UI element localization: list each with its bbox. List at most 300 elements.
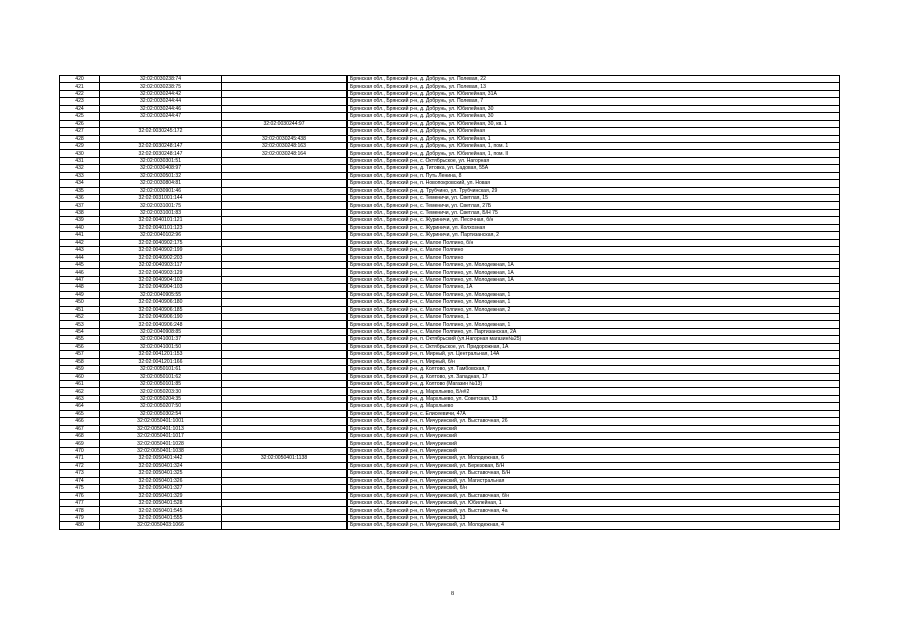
table-row	[60, 83, 840, 90]
row-number-cell: 446	[60, 269, 100, 276]
cadastral-number-cell: 32:02:0050401:1001	[100, 418, 222, 425]
table-row	[60, 90, 840, 97]
table-row	[60, 247, 840, 254]
table-row	[60, 514, 840, 521]
row-number-cell: 459	[60, 366, 100, 373]
address-cell: Брянская обл., Брянский р-н, с. Октябрьское, ул. Нагорная	[348, 157, 840, 164]
cadastral-number-cell: 32:02:0050401:528	[100, 499, 222, 506]
row-number-cell: 480	[60, 522, 100, 529]
cadastral-number-cell: 32:02:0050401:555	[100, 514, 222, 521]
address-cell: Брянская обл., Брянский р-н, д. Добрунь, ул. Юбилейная, 1, пом. II	[348, 150, 840, 157]
row-number-cell: 448	[60, 284, 100, 291]
address-cell: Брянская обл., Брянский р-н, с. Малое Полпино, ул. Молодежная, 1	[348, 299, 840, 306]
table-row	[60, 120, 840, 127]
table-row	[60, 425, 840, 432]
address-cell: Брянская обл., Брянский р-н, с. Малое Полпино, ул. Молодежная, 1А	[348, 276, 840, 283]
cadastral-number-cell: 32:02:0040906:180	[100, 299, 222, 306]
linked-cadastral-number-cell	[222, 418, 347, 425]
table-row	[60, 150, 840, 157]
linked-cadastral-number-cell	[222, 299, 347, 306]
linked-cadastral-number-cell	[222, 507, 347, 514]
address-cell: Брянская обл., Брянский р-н, д. Добрунь, ул. Юбилейная, 30	[348, 113, 840, 120]
linked-cadastral-number-cell: 32:02:0030248:163	[222, 142, 347, 149]
address-cell: Брянская обл., Брянский р-н, д. Трубчино, ул. Трубчинская, 29	[348, 187, 840, 194]
row-number-cell: 442	[60, 239, 100, 246]
address-cell: Брянская обл., Брянский р-н, с. Малое Полпино, ул. Молодежная, 1А	[348, 269, 840, 276]
page-number: 8	[451, 591, 454, 597]
row-number-cell: 443	[60, 247, 100, 254]
cadastral-number-cell: 32:02:0030244:46	[100, 105, 222, 112]
address-cell: Брянская обл., Брянский р-н, п. Мичуринский, ул. Молодежная, 6	[348, 455, 840, 462]
linked-cadastral-number-cell	[222, 195, 347, 202]
linked-cadastral-number-cell	[222, 209, 347, 216]
linked-cadastral-number-cell	[222, 425, 347, 432]
address-cell: Брянская обл., Брянский р-н, с. Малое Полпино, ул. Молодежная, 1А	[348, 261, 840, 268]
row-number-cell: 441	[60, 232, 100, 239]
linked-cadastral-number-cell	[222, 351, 347, 358]
address-cell: Брянская обл., Брянский р-н, с. Журиничи, ул. Песочная, б/н	[348, 217, 840, 224]
linked-cadastral-number-cell	[222, 343, 347, 350]
linked-cadastral-number-cell	[222, 113, 347, 120]
row-number-cell: 472	[60, 462, 100, 469]
row-number-cell: 473	[60, 470, 100, 477]
linked-cadastral-number-cell	[222, 477, 347, 484]
table-row	[60, 410, 840, 417]
row-number-cell: 447	[60, 276, 100, 283]
cadastral-number-cell: 32:02:0040904:102	[100, 276, 222, 283]
address-cell: Брянская обл., Брянский р-н, д. Добрунь, ул. Полевая, 7	[348, 98, 840, 105]
table-row	[60, 180, 840, 187]
cadastral-number-cell: 32:02:0040906:248	[100, 321, 222, 328]
table-row	[60, 366, 840, 373]
row-number-cell: 475	[60, 485, 100, 492]
linked-cadastral-number-cell	[222, 83, 347, 90]
cadastral-number-cell: 32:02:0041201:166	[100, 358, 222, 365]
table-row	[60, 202, 840, 209]
cadastral-number-cell: 32:02:0030248:147	[100, 150, 222, 157]
cadastral-number-cell	[100, 120, 222, 127]
table-row	[60, 418, 840, 425]
row-number-cell: 440	[60, 224, 100, 231]
cadastral-number-cell: 32:02:0041001:37	[100, 336, 222, 343]
cadastral-number-cell: 32:02:0040903:117	[100, 261, 222, 268]
cadastral-number-cell: 32:02:0050401:442	[100, 455, 222, 462]
table-row	[60, 217, 840, 224]
row-number-cell: 433	[60, 172, 100, 179]
address-cell: Брянская обл., Брянский р-н, п. Мичуринский	[348, 425, 840, 432]
table-row	[60, 433, 840, 440]
table-row	[60, 395, 840, 402]
linked-cadastral-number-cell	[222, 232, 347, 239]
address-cell: Брянская обл., Брянский р-н, д. Добрунь, ул. Юбилейная, 1, пом. 1	[348, 142, 840, 149]
linked-cadastral-number-cell	[222, 470, 347, 477]
linked-cadastral-number-cell	[222, 284, 347, 291]
linked-cadastral-number-cell	[222, 380, 347, 387]
cadastral-number-cell: 32:02:0030301:51	[100, 157, 222, 164]
linked-cadastral-number-cell	[222, 403, 347, 410]
cadastral-number-cell: 32:02:0050302:54	[100, 410, 222, 417]
row-number-cell: 456	[60, 343, 100, 350]
linked-cadastral-number-cell	[222, 291, 347, 298]
row-number-cell: 465	[60, 410, 100, 417]
row-number-cell: 464	[60, 403, 100, 410]
table-row	[60, 276, 840, 283]
table-row	[60, 105, 840, 112]
table-row	[60, 261, 840, 268]
row-number-cell: 422	[60, 90, 100, 97]
row-number-cell: 476	[60, 492, 100, 499]
address-cell: Брянская обл., Брянский р-н, с. Малое Полпино, 1	[348, 314, 840, 321]
linked-cadastral-number-cell	[222, 254, 347, 261]
address-cell: Брянская обл., Брянский р-н, д. Мархлыево, Б/н#2	[348, 388, 840, 395]
row-number-cell: 436	[60, 195, 100, 202]
address-cell: Брянская обл., Брянский р-н, д. Колтово, ул. Тамбовская, 7	[348, 366, 840, 373]
row-number-cell: 457	[60, 351, 100, 358]
cadastral-number-cell: 32:02:0030244:44	[100, 98, 222, 105]
row-number-cell: 460	[60, 373, 100, 380]
address-cell: Брянская обл., Брянский р-н, д. Добрунь, ул. Юбилейная, 1	[348, 135, 840, 142]
address-cell: Брянская обл., Брянский р-н, с. Малое Полпино, ул. Молодежная, 1	[348, 291, 840, 298]
cadastral-number-cell: 32:02:0050401:324	[100, 462, 222, 469]
table-row	[60, 299, 840, 306]
row-number-cell: 437	[60, 202, 100, 209]
address-cell: Брянская обл., Брянский р-н, с. Малое Полпино	[348, 247, 840, 254]
cadastral-number-cell: 32:02:0040904:103	[100, 284, 222, 291]
row-number-cell: 477	[60, 499, 100, 506]
row-number-cell: 430	[60, 150, 100, 157]
address-cell: Брянская обл., Брянский р-н, д. Добрунь, ул. Полевая, 13	[348, 83, 840, 90]
row-number-cell: 453	[60, 321, 100, 328]
cadastral-number-cell: 32:02:0030248:147	[100, 142, 222, 149]
table-row	[60, 232, 840, 239]
row-number-cell: 445	[60, 261, 100, 268]
address-cell: Брянская обл., Брянский р-н, п. Путь Ленина, 8	[348, 172, 840, 179]
row-number-cell: 426	[60, 120, 100, 127]
address-cell: Брянская обл., Брянский р-н, п. Мичуринский, 13	[348, 514, 840, 521]
table-row	[60, 135, 840, 142]
row-number-cell: 470	[60, 447, 100, 454]
linked-cadastral-number-cell	[222, 366, 347, 373]
linked-cadastral-number-cell	[222, 217, 347, 224]
cadastral-number-cell: 32:02:0040102:96	[100, 232, 222, 239]
linked-cadastral-number-cell	[222, 269, 347, 276]
address-cell: Брянская обл., Брянский р-н, п. Мичуринский, ул. Выставочная, 4а	[348, 507, 840, 514]
address-cell: Брянская обл., Брянский р-н, д. Добрунь, ул. Юбилейная	[348, 128, 840, 135]
cadastral-number-cell: 32:02:0050204:35	[100, 395, 222, 402]
cadastral-number-cell: 32:02:0040908:85	[100, 328, 222, 335]
table-row	[60, 358, 840, 365]
linked-cadastral-number-cell	[222, 105, 347, 112]
row-number-cell: 478	[60, 507, 100, 514]
cadastral-number-cell: 32:02:0050101:85	[100, 380, 222, 387]
cadastral-number-cell: 32:02:0040906:190	[100, 314, 222, 321]
table-row	[60, 142, 840, 149]
table-row	[60, 343, 840, 350]
cadastral-number-cell: 32:02:0030238:74	[100, 76, 222, 83]
address-cell: Брянская обл., Брянский р-н, с. Теменичи, ул. Светлая, 15	[348, 195, 840, 202]
address-cell: Брянская обл., Брянский р-н, п. Мичуринский, ул. Молодежная, 4	[348, 522, 840, 529]
linked-cadastral-number-cell	[222, 395, 347, 402]
linked-cadastral-number-cell	[222, 492, 347, 499]
linked-cadastral-number-cell	[222, 276, 347, 283]
table-row	[60, 269, 840, 276]
row-number-cell: 435	[60, 187, 100, 194]
cadastral-number-cell: 32:02:0040902:175	[100, 239, 222, 246]
row-number-cell: 462	[60, 388, 100, 395]
cadastral-number-cell: 32:02:0040902:203	[100, 254, 222, 261]
table-row	[60, 284, 840, 291]
table-row	[60, 522, 840, 529]
cadastral-number-cell: 32:02:0050401:1038	[100, 447, 222, 454]
table-row	[60, 440, 840, 447]
address-cell: Брянская обл., Брянский р-н, д. Титовка, ул. Садовая, 55А	[348, 165, 840, 172]
table-row	[60, 98, 840, 105]
cadastral-number-cell: 32:02:0040902:199	[100, 247, 222, 254]
linked-cadastral-number-cell	[222, 224, 347, 231]
row-number-cell: 420	[60, 76, 100, 83]
address-cell: Брянская обл., Брянский р-н, п. Мичуринский	[348, 433, 840, 440]
linked-cadastral-number-cell	[222, 388, 347, 395]
table-row	[60, 455, 840, 462]
linked-cadastral-number-cell	[222, 514, 347, 521]
table-row	[60, 388, 840, 395]
linked-cadastral-number-cell	[222, 462, 347, 469]
table-row	[60, 239, 840, 246]
row-number-cell: 452	[60, 314, 100, 321]
table-row	[60, 224, 840, 231]
row-number-cell: 421	[60, 83, 100, 90]
address-cell: Брянская обл., Брянский р-н, п. Мичуринский, ул. Березовая, Б/Н	[348, 462, 840, 469]
row-number-cell: 429	[60, 142, 100, 149]
address-cell: Брянская обл., Брянский р-н, с. Малое Полпино, ул. Молодежная, 2	[348, 306, 840, 313]
table-row	[60, 477, 840, 484]
table-row	[60, 76, 840, 83]
table-row	[60, 328, 840, 335]
row-number-cell: 469	[60, 440, 100, 447]
row-number-cell: 431	[60, 157, 100, 164]
cadastral-number-cell	[100, 135, 222, 142]
row-number-cell: 467	[60, 425, 100, 432]
cadastral-number-cell: 32:02:0040903:129	[100, 269, 222, 276]
linked-cadastral-number-cell	[222, 485, 347, 492]
cadastral-number-cell: 32:02:0030238:75	[100, 83, 222, 90]
cadastral-number-cell: 32:02:0030804:81	[100, 180, 222, 187]
cadastral-number-cell: 32:02:0050101:61	[100, 366, 222, 373]
address-cell: Брянская обл., Брянский р-н, с. Журиничи, ул. Партизанская, 2	[348, 232, 840, 239]
table-row	[60, 321, 840, 328]
cadastral-number-cell: 32:02:0040101:123	[100, 224, 222, 231]
table-row	[60, 209, 840, 216]
address-cell: Брянская обл., Брянский р-н, п. Октябрьский (ул.Нагорная магазин№25)	[348, 336, 840, 343]
linked-cadastral-number-cell	[222, 172, 347, 179]
row-number-cell: 451	[60, 306, 100, 313]
cadastral-number-cell: 32:02:0031001:83	[100, 209, 222, 216]
address-cell: Брянская обл., Брянский р-н, п. Мичуринский, ул. Выставочная, Б/Н	[348, 470, 840, 477]
table-row	[60, 507, 840, 514]
cadastral-number-cell: 32:02:0050401:326	[100, 477, 222, 484]
table-row	[60, 492, 840, 499]
linked-cadastral-number-cell	[222, 522, 347, 529]
linked-cadastral-number-cell: 32:02:0030248:164	[222, 150, 347, 157]
address-cell: Брянская обл., Брянский р-н, д. Добрунь, ул. Юбилейная, 30, кв. 1	[348, 120, 840, 127]
address-cell: Брянская обл., Брянский р-н, п. Мичуринский	[348, 440, 840, 447]
cadastral-number-cell: 32:02:0050401:1028	[100, 440, 222, 447]
row-number-cell: 450	[60, 299, 100, 306]
address-cell: Брянская обл., Брянский р-н, п. Мичуринский, ул. Магистральная	[348, 477, 840, 484]
row-number-cell: 479	[60, 514, 100, 521]
address-cell: Брянская обл., Брянский р-н, п. Мичуринский, б/н	[348, 485, 840, 492]
table-row	[60, 499, 840, 506]
cadastral-number-cell: 32:02:0030244:47	[100, 113, 222, 120]
row-number-cell: 454	[60, 328, 100, 335]
address-cell: Брянская обл., Брянский р-н, д. Добрунь, ул. Юбилейная, 30	[348, 105, 840, 112]
address-cell: Брянская обл., Брянский р-н, п. Мичуринский	[348, 447, 840, 454]
cadastral-number-cell: 32:02:0050403:1066	[100, 522, 222, 529]
address-cell: Брянская обл., Брянский р-н, д. Добрунь, ул. Юбилейная, 31А	[348, 90, 840, 97]
table-row	[60, 470, 840, 477]
linked-cadastral-number-cell	[222, 328, 347, 335]
linked-cadastral-number-cell	[222, 306, 347, 313]
cadastral-number-cell: 32:02:0050401:1013	[100, 425, 222, 432]
row-number-cell: 432	[60, 165, 100, 172]
address-cell: Брянская обл., Брянский р-н, п. Мирный, б/н	[348, 358, 840, 365]
linked-cadastral-number-cell	[222, 202, 347, 209]
address-cell: Брянская обл., Брянский р-н, с. Малое Полпино	[348, 254, 840, 261]
linked-cadastral-number-cell	[222, 187, 347, 194]
row-number-cell: 461	[60, 380, 100, 387]
cadastral-number-cell: 32:02:0030408:97	[100, 165, 222, 172]
table-row	[60, 447, 840, 454]
row-number-cell: 439	[60, 217, 100, 224]
table-row	[60, 165, 840, 172]
linked-cadastral-number-cell: 32:02:0030245:438	[222, 135, 347, 142]
cadastral-number-cell: 32:02:0041001:50	[100, 343, 222, 350]
table-row	[60, 187, 840, 194]
cadastral-number-cell: 32:02:0050401:329	[100, 492, 222, 499]
table-row	[60, 403, 840, 410]
cadastral-number-cell: 32:02:0030501:32	[100, 172, 222, 179]
cadastral-number-cell: 32:02:0040906:185	[100, 306, 222, 313]
linked-cadastral-number-cell	[222, 239, 347, 246]
row-number-cell: 455	[60, 336, 100, 343]
table-row	[60, 113, 840, 120]
linked-cadastral-number-cell: 32:02:0030244:97	[222, 120, 347, 127]
row-number-cell: 468	[60, 433, 100, 440]
address-cell: Брянская обл., Брянский р-н, с. Елисеевичи, 47А	[348, 410, 840, 417]
linked-cadastral-number-cell	[222, 447, 347, 454]
linked-cadastral-number-cell	[222, 314, 347, 321]
linked-cadastral-number-cell	[222, 433, 347, 440]
register-table	[59, 75, 840, 530]
cadastral-number-cell: 32:02:0050401:545	[100, 507, 222, 514]
linked-cadastral-number-cell	[222, 90, 347, 97]
table-row	[60, 314, 840, 321]
address-cell: Брянская обл., Брянский р-н, д. Добрунь, ул. Полевая, 22	[348, 76, 840, 83]
address-cell: Брянская обл., Брянский р-н, с. Малое Полпино, 1А	[348, 284, 840, 291]
cadastral-number-cell: 32:02:0030244:42	[100, 90, 222, 97]
row-number-cell: 474	[60, 477, 100, 484]
row-number-cell: 438	[60, 209, 100, 216]
row-number-cell: 463	[60, 395, 100, 402]
cadastral-number-cell: 32:02:0050207:50	[100, 403, 222, 410]
row-number-cell: 428	[60, 135, 100, 142]
table-row	[60, 195, 840, 202]
cadastral-number-cell: 32:02:0050401:327	[100, 485, 222, 492]
linked-cadastral-number-cell	[222, 76, 347, 83]
address-cell: Брянская обл., Брянский р-н, п. Новопокровский, ул. Новая	[348, 180, 840, 187]
address-cell: Брянская обл., Брянский р-н, с. Теменичи, ул. Светлая, 27Б	[348, 202, 840, 209]
table-row	[60, 380, 840, 387]
table-row	[60, 128, 840, 135]
cadastral-number-cell: 32:02:0030245:172	[100, 128, 222, 135]
linked-cadastral-number-cell	[222, 336, 347, 343]
table-row	[60, 336, 840, 343]
address-cell: Брянская обл., Брянский р-н, с. Теменичи, ул. Светлая, Б/Н 75	[348, 209, 840, 216]
linked-cadastral-number-cell	[222, 180, 347, 187]
row-number-cell: 471	[60, 455, 100, 462]
table-row	[60, 462, 840, 469]
table-row	[60, 351, 840, 358]
row-number-cell: 425	[60, 113, 100, 120]
cadastral-number-cell: 32:02:0030901:46	[100, 187, 222, 194]
address-cell: Брянская обл., Брянский р-н, д. Колтово (Магазин №13)	[348, 380, 840, 387]
linked-cadastral-number-cell	[222, 440, 347, 447]
cadastral-number-cell: 32:02:0050401:325	[100, 470, 222, 477]
table-row	[60, 254, 840, 261]
row-number-cell: 424	[60, 105, 100, 112]
cadastral-number-cell: 32:02:0040101:121	[100, 217, 222, 224]
row-number-cell: 458	[60, 358, 100, 365]
cadastral-number-cell: 32:02:0050101:62	[100, 373, 222, 380]
row-number-cell: 444	[60, 254, 100, 261]
table-row	[60, 485, 840, 492]
register-body	[60, 76, 840, 530]
row-number-cell: 449	[60, 291, 100, 298]
linked-cadastral-number-cell	[222, 499, 347, 506]
linked-cadastral-number-cell	[222, 128, 347, 135]
cadastral-number-cell: 32:02:0031001:75	[100, 202, 222, 209]
linked-cadastral-number-cell	[222, 247, 347, 254]
row-number-cell: 434	[60, 180, 100, 187]
cadastral-number-cell: 32:02:0040905:55	[100, 291, 222, 298]
address-cell: Брянская обл., Брянский р-н, п. Мичуринский, ул. Выставочная, 26	[348, 418, 840, 425]
linked-cadastral-number-cell	[222, 373, 347, 380]
row-number-cell: 427	[60, 128, 100, 135]
table-row	[60, 157, 840, 164]
table-row	[60, 306, 840, 313]
cadastral-number-cell: 32:02:0050203:30	[100, 388, 222, 395]
address-cell: Брянская обл., Брянский р-н, п. Мирный, ул. Центральная, 14А	[348, 351, 840, 358]
address-cell: Брянская обл., Брянский р-н, с. Малое Полпино, ул. Партизанская, 2А	[348, 328, 840, 335]
address-cell: Брянская обл., Брянский р-н, п. Мичуринский, ул. Юбилейная, 1	[348, 499, 840, 506]
linked-cadastral-number-cell	[222, 321, 347, 328]
table-row	[60, 291, 840, 298]
linked-cadastral-number-cell	[222, 157, 347, 164]
linked-cadastral-number-cell	[222, 165, 347, 172]
address-cell: Брянская обл., Брянский р-н, д. Мархлыево, ул. Советская, 13	[348, 395, 840, 402]
linked-cadastral-number-cell: 32:02:0050401:1138	[222, 455, 347, 462]
address-cell: Брянская обл., Брянский р-н, п. Мичуринский, ул. Выставочная, б/н	[348, 492, 840, 499]
address-cell: Брянская обл., Брянский р-н, с. Октябрьское, ул. Придорожная, 1А	[348, 343, 840, 350]
table-row	[60, 373, 840, 380]
address-cell: Брянская обл., Брянский р-н, с. Малое Полпино, ул. Молодежная, 1	[348, 321, 840, 328]
address-cell: Брянская обл., Брянский р-н, д. Колтово, ул. Западная, 17	[348, 373, 840, 380]
linked-cadastral-number-cell	[222, 261, 347, 268]
table-row	[60, 172, 840, 179]
address-cell: Брянская обл., Брянский р-н, с. Журиничи, ул. Колхозная	[348, 224, 840, 231]
row-number-cell: 466	[60, 418, 100, 425]
cadastral-number-cell: 32:02:0050401:1017	[100, 433, 222, 440]
